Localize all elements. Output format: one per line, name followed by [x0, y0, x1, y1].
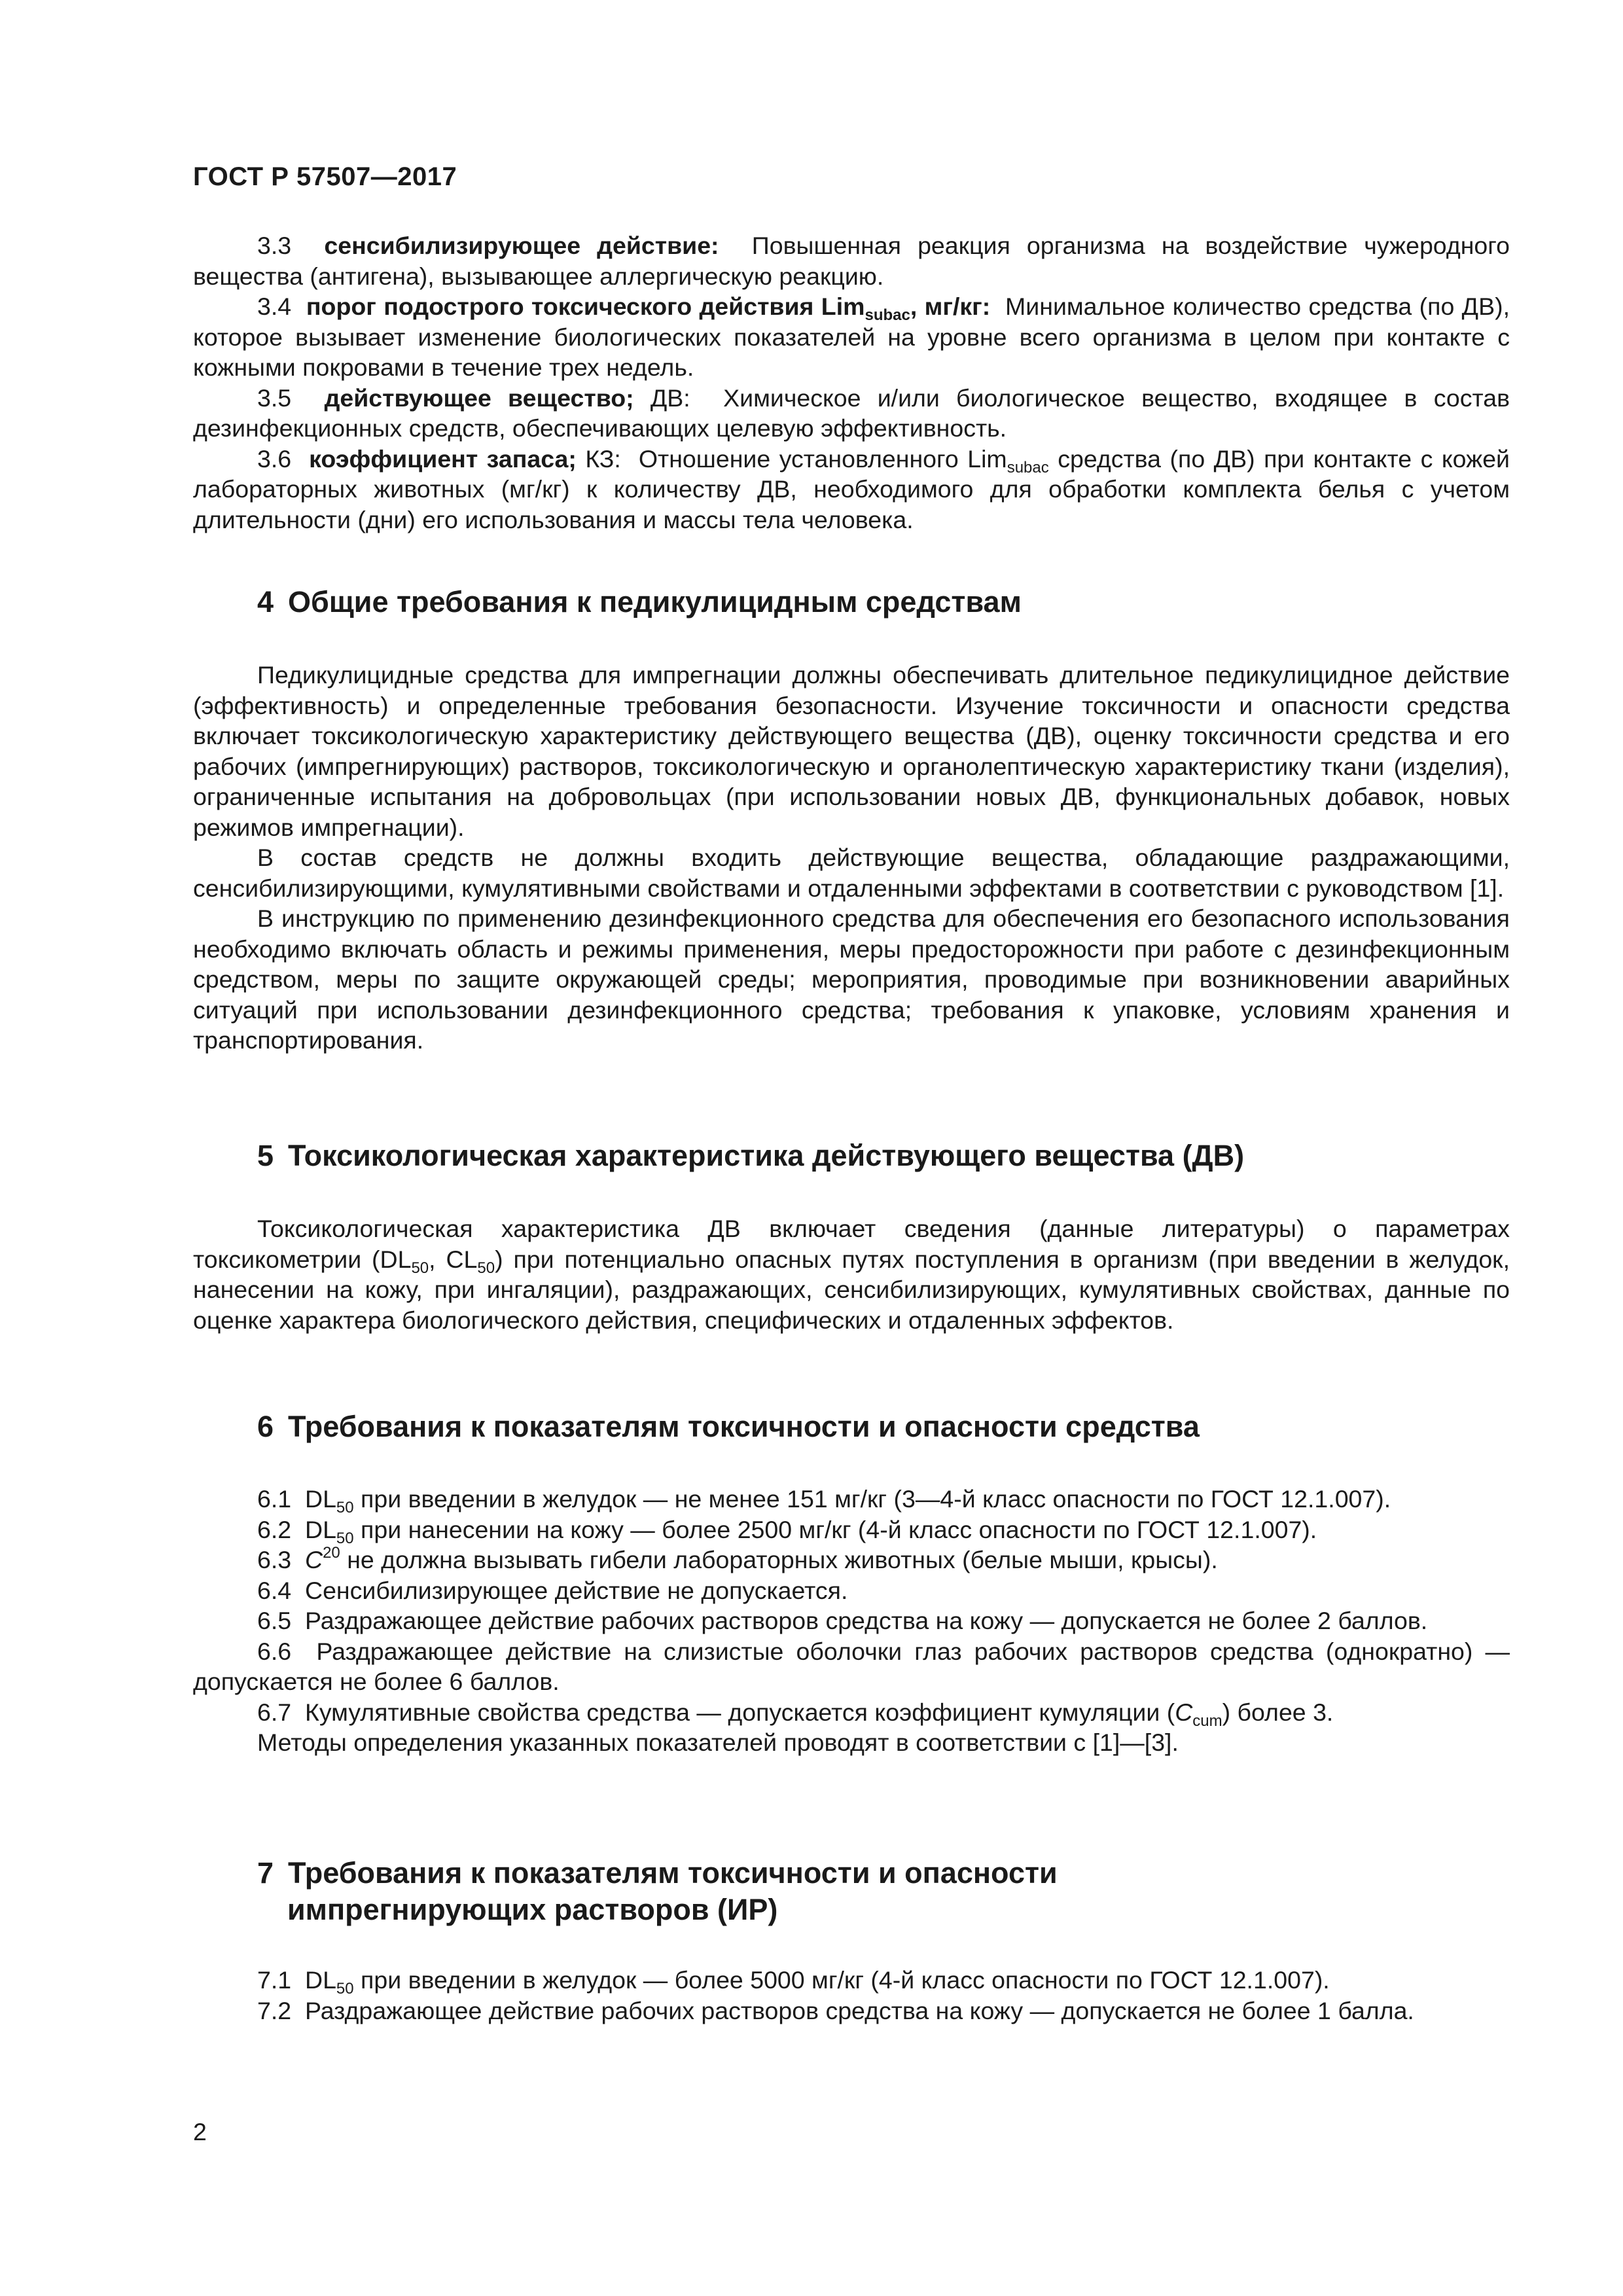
section-4-paragraph: Педикулицидные средства для импрегнации должны обеспечивать длительное педикулицидное действие (эффективность) и определенные требования безопасности. Изучение токсичности и опасности средства включает токсикологическую характеристику действующего вещества (ДВ), оценку токсичности средства и его рабочих (импрегнирующих) растворов, токсикологическую и органолептическую характеристику ткани (изделия), ограниченные испытания на добровольцах (при использовании новых ДВ, функциональных добавок, новых режимов импрегнации). [193, 661, 1510, 841]
requirement-7-2: 7.2 Раздражающее действие рабочих растворов средства на кожу — допускается не более 1 балла. [257, 1996, 1414, 2024]
requirement-6-1: 6.1 $DL_{50}$ при введении в желудок — не менее 151 мг/кг (3—4-й класс опасности по ГОСТ 12.1.007). [257, 1485, 1391, 1516]
definitions-block [193, 230, 1510, 535]
definition-3-6: 3.6 коэффициент запаса; КЗ: Отношение установленного Lim$_{subac}$ средства (по ДВ) при контакте с кожей лабораторных животных (мг/кг) к количеству ДВ, необходимого для обработки комплекта белья с учетом длительности (дни) его использования и массы тела человека. [193, 444, 1510, 533]
section-4-heading: 4 Общие требования к педикулицидным средствам [257, 585, 1022, 619]
section-4-paragraph: В инструкцию по применению дезинфекционного средства для обеспечения его безопасного использования необходимо включать область и режимы применения, меры предосторожности при работе с дезинфекционным средством, меры по защите окружающей среды; мероприятия, проводимые при возникновении аварийных ситуаций при использовании дезинфекционного средства; требования к упаковке, условиям хранения и транспортирования. [193, 905, 1510, 1054]
requirement-6-3: 6.3 $C^{20}$ не должна вызывать гибели лабораторных животных (белые мыши, крысы). [257, 1544, 1218, 1573]
requirement-6-7: 6.7 Кумулятивные свойства средства — допускается коэффициент кумуляции $(C_{cum})$ более 3. [257, 1698, 1334, 1730]
requirement-6-4: 6.4 Сенсибилизирующее действие не допускается. [257, 1576, 848, 1604]
requirement-7-1: 7.1 $DL_{50}$ при введении в желудок — более 5000 мг/кг (4-й класс опасности по ГОСТ 12.1.007). [257, 1966, 1330, 1998]
methods-note: Методы определения указанных показателей проводят в соответствии с [1]—[3]. [257, 1729, 1179, 1756]
page-number: 2 [193, 2118, 207, 2145]
section-7-heading: 7 Требования к показателям токсичности и опасности импрегнирующих растворов (ИР) [257, 1856, 1058, 1926]
definition-3-5: 3.5 действующее вещество; ДВ: Химическое и/или биологическое вещество, входящее в состав дезинфекционных средств, обеспечивающих целевую эффективность. [193, 384, 1510, 442]
section-4-paragraph: В состав средств не должны входить действующие вещества, обладающие раздражающими, сенсибилизирующими, кумулятивными свойствами и отдаленными эффектами в соответствии с руководством [1]. [193, 844, 1510, 902]
definition-3-4: 3.4 порог подострого токсического действия Lim$_{subac}$, мг/кг: Минимальное количество средства (по ДВ), которое вызывает изменение биологических показателей на уровне всего организма в целом при контакте с кожными покровами в течение трех недель. [193, 293, 1510, 381]
section-7-body [193, 1965, 1510, 2026]
document-header: ГОСТ Р 57507—2017 [193, 162, 457, 191]
requirement-6-2: 6.2 $DL_{50}$ при нанесении на кожу — более 2500 мг/кг (4-й класс опасности по ГОСТ 12.1.007). [257, 1515, 1317, 1547]
section-5-body [193, 1213, 1510, 1335]
section-6-heading: 6 Требования к показателям токсичности и опасности средства [257, 1410, 1200, 1443]
requirement-6-6: 6.6 Раздражающее действие на слизистые оболочки глаз рабочих растворов средства (однократно) — допускается не более 6 баллов. [193, 1637, 1510, 1695]
requirement-6-5: 6.5 Раздражающее действие рабочих растворов средства на кожу — допускается не более 2 баллов. [257, 1607, 1428, 1634]
section-4-body [193, 660, 1510, 1056]
section-5-paragraph: Токсикологическая характеристика ДВ включает сведения (данные литературы) о параметрах токсикометрии ($DL_{50}$, $CL_{50}$) при потенциально опасных путях поступления в организм (при введении в желудок, нанесении на кожу, при ингаляции), раздражающих, сенсибилизирующих, кумулятивных свойствах, данные по оценке характера биологического действия, специфических и отдаленных эффектов. [193, 1215, 1510, 1334]
section-6-body [193, 1484, 1510, 1758]
definition-3-3: 3.3 сенсибилизирующее действие: Повышенная реакция организма на воздействие чужеродного вещества (антигена), вызывающее аллергическую реакцию. [193, 232, 1510, 290]
section-5-heading: 5 Токсикологическая характеристика действующего вещества (ДВ) [257, 1139, 1245, 1172]
